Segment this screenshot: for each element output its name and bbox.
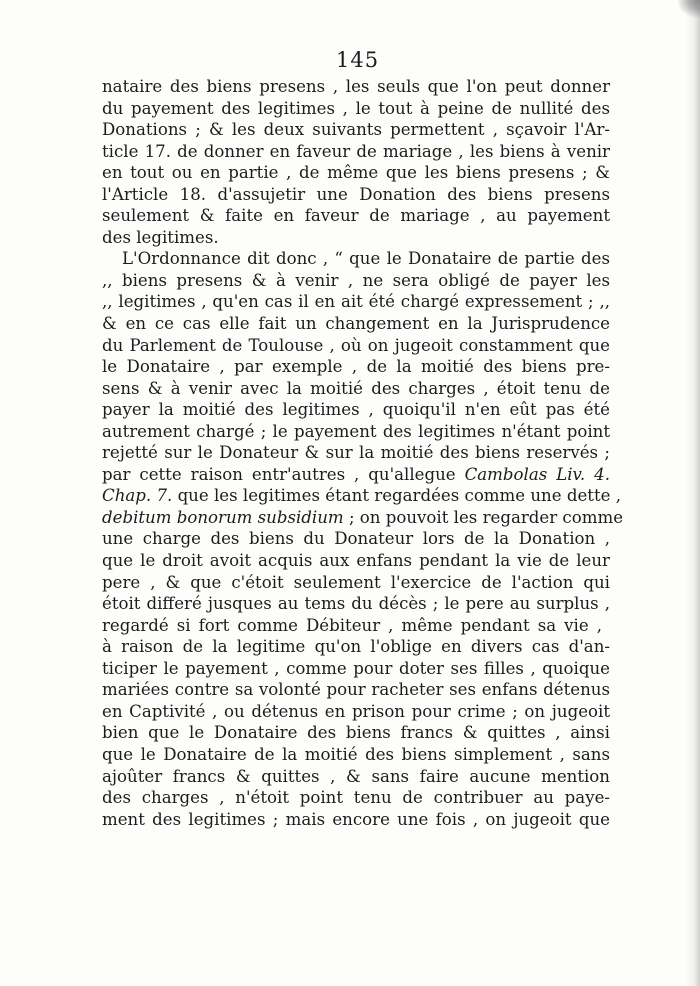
- text-line: que le droit avoit acquis aux enfans pendant la vie de leur: [102, 551, 610, 571]
- text-line: que le Donataire de la moitié des biens simplement , sans: [102, 744, 610, 764]
- text-line: mariées contre sa volonté pour racheter ses enfans détenus: [102, 680, 610, 700]
- text-line: du payement des legitimes , le tout à peine de nullité des: [102, 98, 610, 118]
- text-line: ,, biens presens & à venir , ne sera obligé de payer les: [102, 270, 610, 290]
- text-line: rejetté sur le Donateur & sur la moitié des biens reservés ;: [102, 443, 610, 463]
- text-line: ticiper le payement , comme pour doter ses filles , quoique: [102, 658, 610, 678]
- text-line-with-citation: [102, 464, 610, 486]
- text-line-with-latin: [102, 507, 624, 529]
- text-line: en tout ou en partie , de même que les biens presens ; &: [102, 163, 610, 183]
- text-line: regardé si fort comme Débiteur , même pendant sa vie ,: [102, 615, 602, 635]
- text-line: Donations ; & les deux suivants permettent , sçavoir l'Ar-: [102, 120, 610, 140]
- text-line: ,, legitimes , qu'en cas il en ait été chargé expressement ; ,,: [102, 292, 610, 312]
- text-line: nataire des biens presens , les seuls que l'on peut donner: [102, 77, 610, 96]
- text-line: ticle 17. de donner en faveur de mariage , les biens à venir: [102, 141, 610, 161]
- citation-chapter: Chap. 7.: [102, 486, 173, 506]
- text-line: sens & à venir avec la moitié des charges , étoit tenu de: [102, 378, 610, 398]
- text-line: du Parlement de Toulouse , où on jugeoit constamment que: [102, 335, 610, 355]
- text-line: seulement & faite en faveur de mariage , au payement: [102, 206, 610, 226]
- citation-author: Cambolas Liv. 4.: [464, 464, 610, 484]
- text-fragment: ; on pouvoit les regarder comme: [348, 507, 624, 527]
- text-line: L'Ordonnance dit donc , “ que le Donataire de partie des: [122, 249, 610, 269]
- text-line: une charge des biens du Donateur lors de la Donation ,: [102, 529, 610, 549]
- text-line: payer la moitié des legitimes , quoiqu'il n'en eût pas été: [102, 400, 610, 420]
- text-line: bien que le Donataire des biens francs & quittes , ainsi: [102, 723, 610, 743]
- text-line: le Donataire , par exemple , de la moitié des biens pre-: [102, 357, 610, 377]
- text-fragment: par cette raison entr'autres , qu'allegue: [102, 464, 456, 484]
- text-line: des legitimes.: [102, 227, 219, 247]
- text-line: des charges , n'étoit point tenu de contribuer au paye-: [102, 788, 610, 808]
- text-line: & en ce cas elle fait un changement en la Jurisprudence: [102, 314, 610, 334]
- latin-phrase: debitum bonorum subsidium: [102, 507, 344, 527]
- text-line: à raison de la legitime qu'on l'oblige en divers cas d'an-: [102, 637, 610, 657]
- text-line: en Captivité , ou détenus en prison pour crime ; on jugeoit: [102, 701, 610, 721]
- text-line: ajoûter francs & quittes , & sans faire aucune mention: [102, 766, 610, 786]
- text-line: l'Article 18. d'assujetir une Donation des biens presens: [102, 184, 610, 204]
- text-line: pere , & que c'étoit seulement l'exercice de l'action qui: [102, 572, 610, 592]
- text-line: étoit differé jusques au tems du décès ; le pere au surplus ,: [102, 594, 610, 614]
- body-text: [102, 76, 624, 830]
- scan-corner-mark: [678, 0, 700, 18]
- text-line-with-citation: [102, 485, 621, 507]
- text-fragment: que les legitimes étant regardées comme une dette ,: [177, 486, 621, 506]
- text-line: ment des legitimes ; mais encore une fois , on jugeoit que: [102, 809, 610, 829]
- page-edge-shadow: [686, 0, 700, 986]
- text-line: autrement chargé ; le payement des legitimes n'étant point: [102, 421, 610, 441]
- page-number: 145: [336, 48, 380, 72]
